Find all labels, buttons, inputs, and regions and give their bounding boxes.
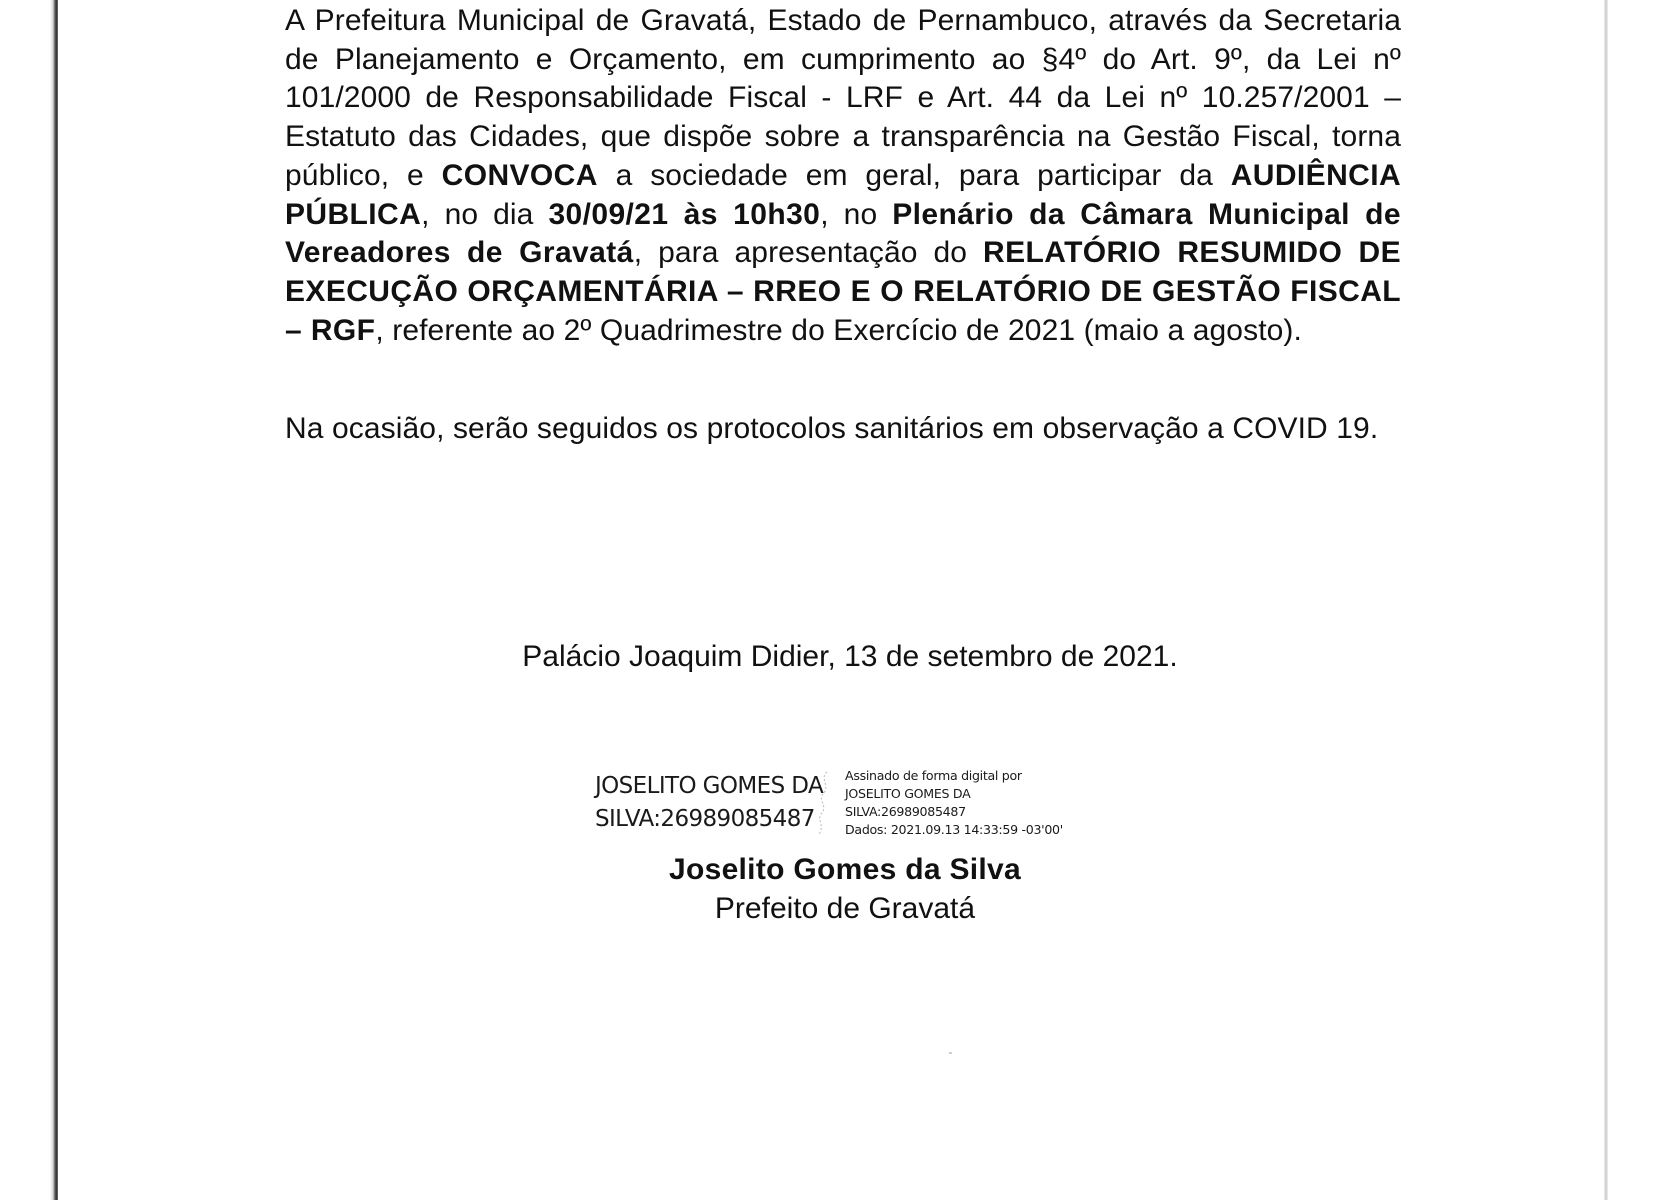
signature-detail-line: JOSELITO GOMES DA <box>845 786 971 801</box>
paragraph-text: , referente ao 2º Quadrimestre do Exercício de 2021 (maio a agosto). <box>375 313 1302 347</box>
bold-report-names: RELATÓRIO RESUMIDO DE EXECUÇÃO ORÇAMENTÁRIA – RREO E O RELATÓRIO DE GESTÃO FISCAL – RGF <box>285 236 1401 347</box>
paragraph-text: A Prefeitura Municipal de Gravatá, Estado de Pernambuco, através da Secretaria de Planejamento e Orçamento, em cumprimento ao §4º do Art. 9º, da Lei nº 101/2000 de Responsabilidade Fiscal - LRF e Art. 44 da Lei nº 10.257/2001 – Estatuto das Cidades, que dispõe sobre a transparência na Gestão Fiscal, torna público, e <box>285 4 1401 192</box>
paragraph-text: a sociedade em geral, para participar da <box>597 158 1231 192</box>
signature-detail-line: SILVA:26989085487 <box>845 804 966 819</box>
signer-name: Joselito Gomes da Silva <box>668 853 1022 886</box>
digital-signature-block <box>595 770 1075 840</box>
signature-scribble-icon <box>813 768 839 838</box>
paragraph-text: , no <box>820 197 893 231</box>
paragraph-text: , para apresentação do <box>633 236 984 270</box>
bold-date-time: 30/09/21 às 10h30 <box>548 197 821 231</box>
signature-detail-line: Dados: 2021.09.13 14:33:59 -03'00' <box>845 822 1063 837</box>
digital-signature-name <box>595 770 823 836</box>
scan-speck <box>949 1052 952 1054</box>
convocation-paragraph <box>285 2 1401 350</box>
signature-name-line-2: SILVA:26989085487 <box>595 806 815 832</box>
bold-venue: Plenário da Câmara Municipal de Vereadores de Gravatá <box>285 197 1401 270</box>
digital-signature-details <box>845 767 1063 839</box>
signer-role: Prefeito de Gravatá <box>714 892 976 925</box>
bold-convoca: CONVOCA <box>441 158 598 192</box>
page-left-edge <box>0 0 58 1200</box>
signature-name-line-1: JOSELITO GOMES DA <box>595 773 824 799</box>
signature-detail-line: Assinado de forma digital por <box>845 768 1022 783</box>
covid-paragraph: Na ocasião, serão seguidos os protocolos sanitários em observação a COVID 19. <box>285 412 1379 445</box>
paragraph-text: , no dia <box>421 197 549 231</box>
place-date-line: Palácio Joaquim Didier, 13 de setembro de 2021. <box>522 640 1178 673</box>
page-right-edge <box>1604 0 1608 1200</box>
bold-audiencia-publica: AUDIÊNCIA PÚBLICA <box>285 158 1402 231</box>
